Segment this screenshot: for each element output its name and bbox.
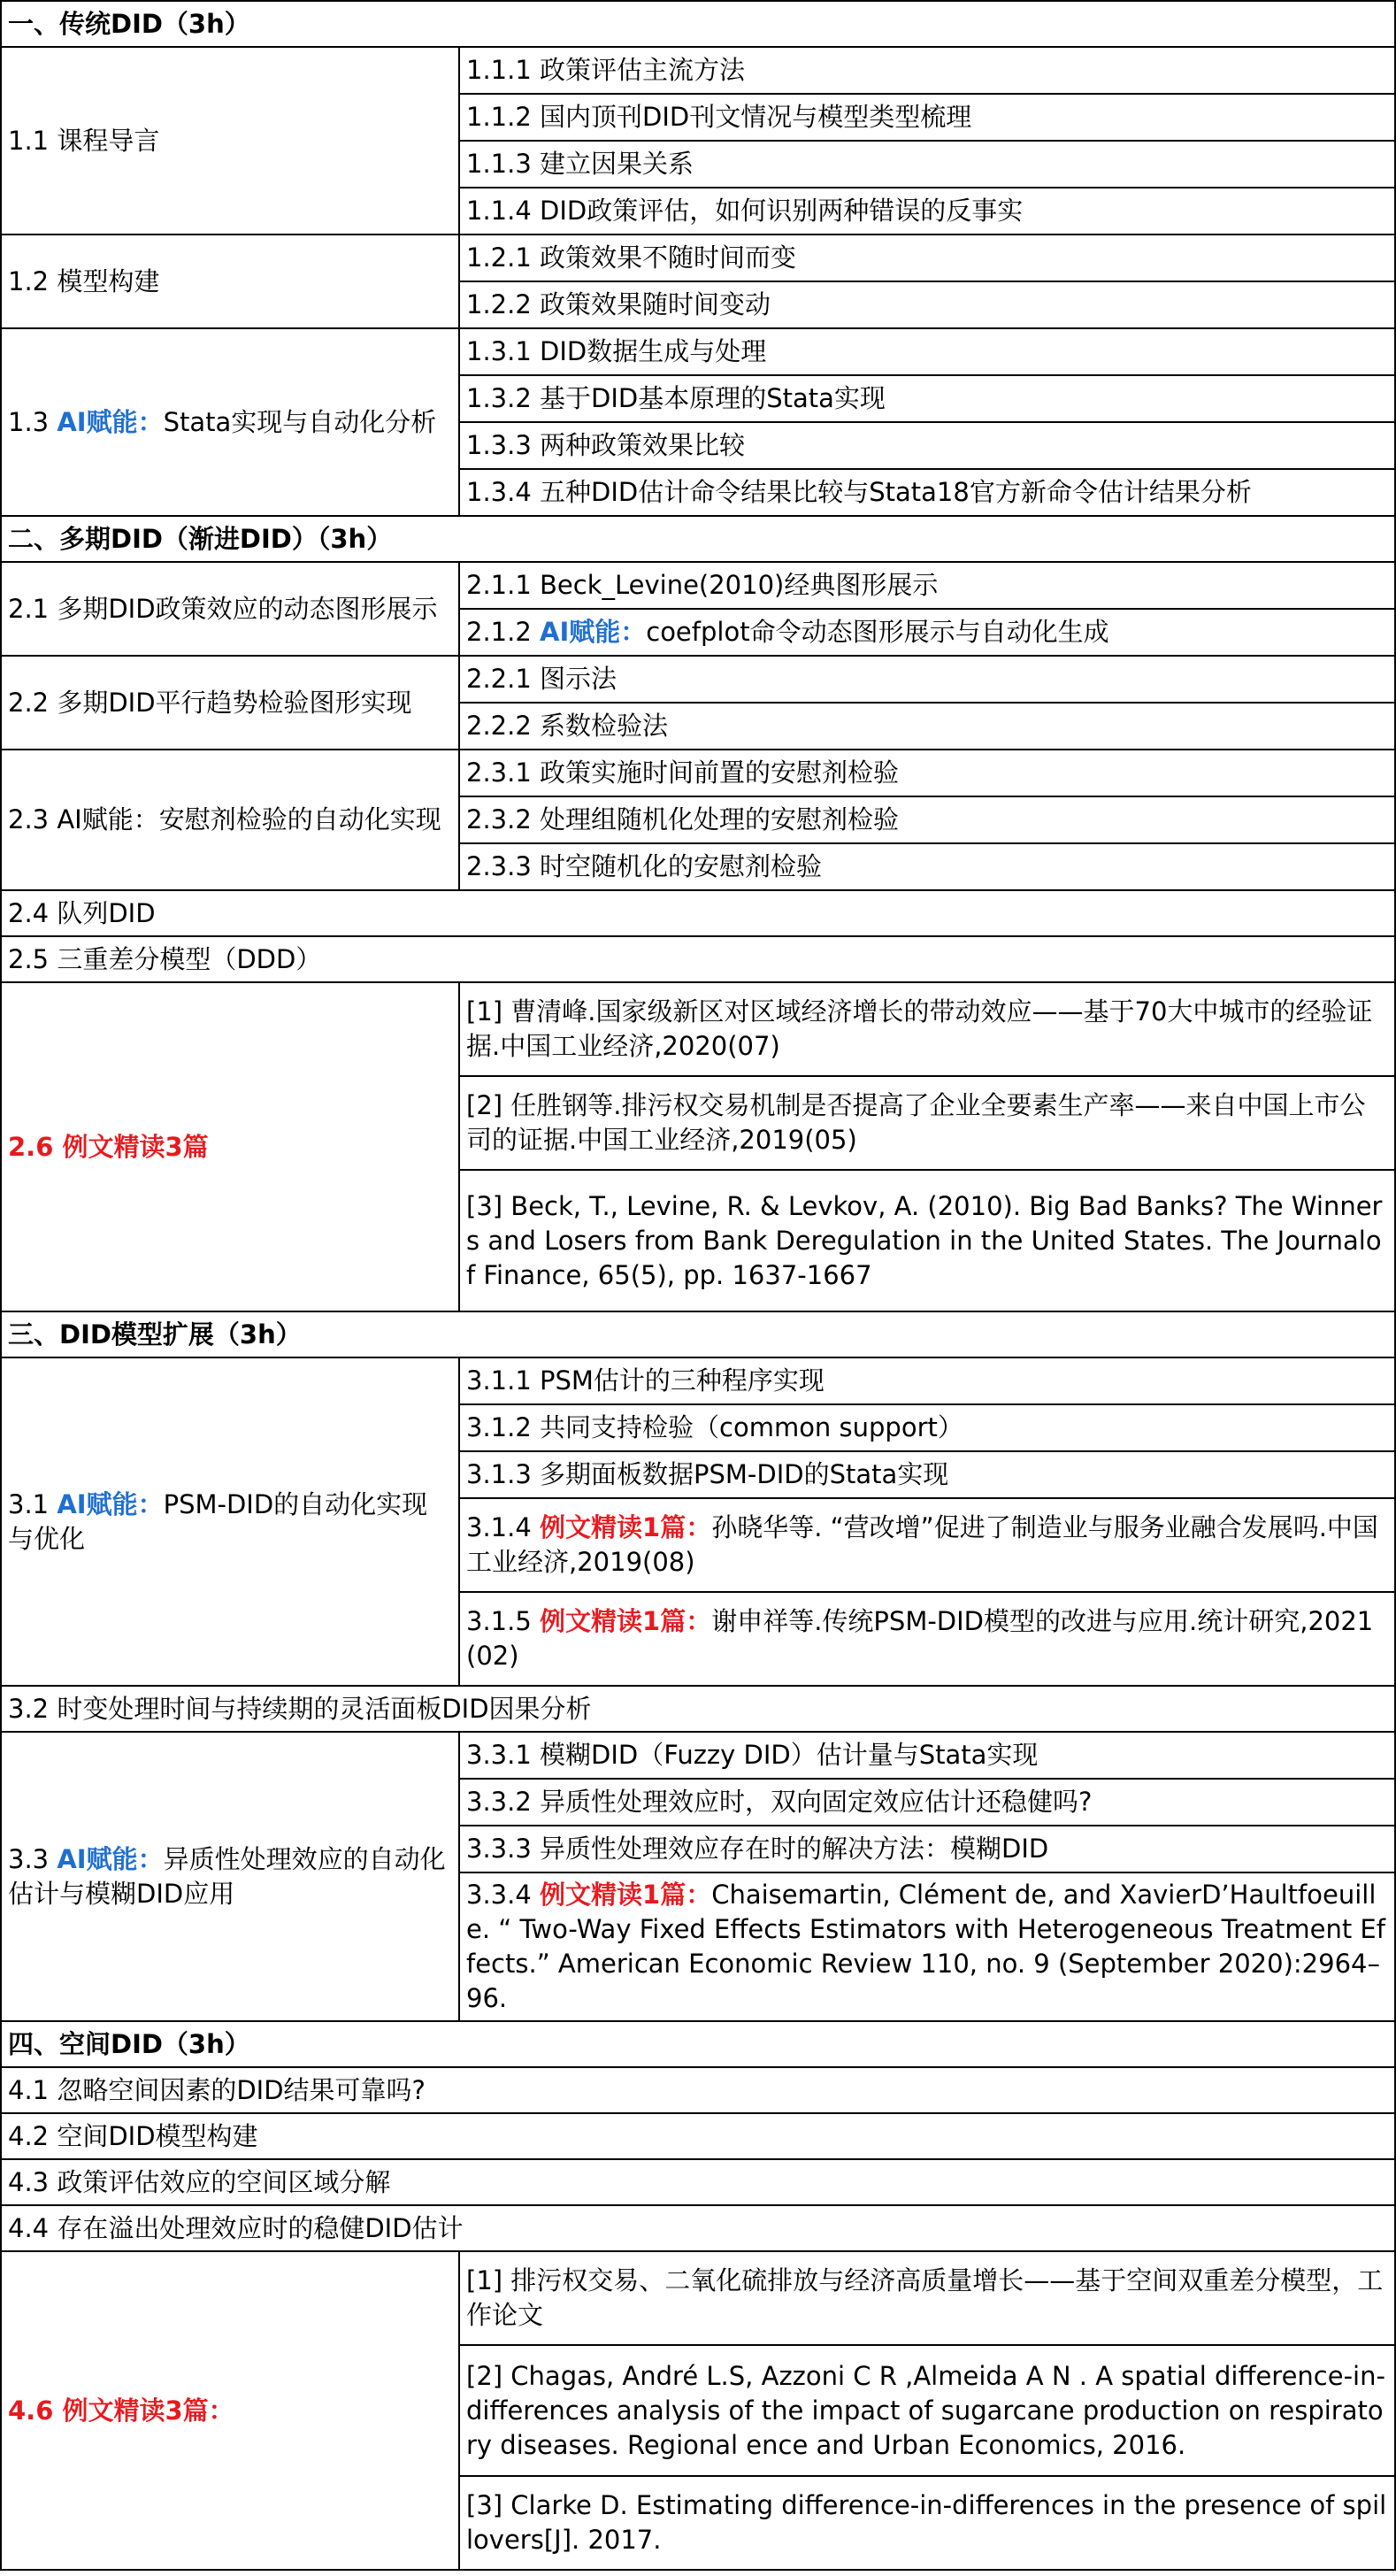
subtopic-text: Chaisemartin, Clément de, and XavierD’Haultfoeuille. “ Two-Way Fixed Effects Estimators with Heterogeneous Treatment Effects.” American Economic Review 110, no. 9 (September 2020):2964–96. (466, 1880, 1385, 2013)
subtopic: 2.3.3 时空随机化的安慰剂检验 (459, 843, 1395, 890)
ai-badge: AI赋能： (57, 1843, 164, 1874)
section-title: 三、DID模型扩展（3h） (1, 1311, 1395, 1357)
module-title: 2.4 队列DID (1, 890, 1395, 936)
subtopic-number: 3.1.4 (466, 1512, 541, 1542)
subtopic: 1.2.2 政策效果随时间变动 (459, 281, 1395, 328)
reading-label: 例文精读1篇： (540, 1880, 712, 1910)
subtopic-number: 3.3.4 (466, 1880, 541, 1910)
subtopic: 1.1.3 建立因果关系 (459, 141, 1395, 188)
module-title: 2.3 AI赋能：安慰剂检验的自动化实现 (1, 750, 459, 890)
reading-label: 2.6 例文精读3篇 (8, 1131, 209, 1162)
subtopic: 2.3.2 处理组随机化处理的安慰剂检验 (459, 796, 1395, 843)
module-title: 4.1 忽略空间因素的DID结果可靠吗? (1, 2067, 1395, 2113)
reading-label: 例文精读1篇： (540, 1512, 712, 1542)
outline-row (1, 1686, 1395, 1732)
subtopic: 1.1.1 政策评估主流方法 (459, 47, 1395, 94)
outline-row (1, 328, 1395, 375)
subtopic: 2.2.1 图示法 (459, 656, 1395, 703)
subtopic: [3] Clarke D. Estimating difference-in-differences in the presence of spillovers[J]. 2017. (459, 2476, 1395, 2570)
outline-row (1, 47, 1395, 94)
module-title (1, 1732, 459, 2021)
subtopic: 3.3.2 异质性处理效应时，双向固定效应估计还稳健吗? (459, 1779, 1395, 1826)
subtopic: 3.1.3 多期面板数据PSM-DID的Stata实现 (459, 1451, 1395, 1498)
subtopic: 1.3.3 两种政策效果比较 (459, 422, 1395, 469)
module-title: 4.4 存在溢出处理效应时的稳健DID估计 (1, 2205, 1395, 2251)
subtopic: 1.3.4 五种DID估计命令结果比较与Stata18官方新命令估计结果分析 (459, 469, 1395, 516)
outline-row (1, 750, 1395, 796)
ai-badge: AI赋能： (540, 617, 647, 647)
subtopic: [1] 曹清峰.国家级新区对区域经济增长的带动效应——基于70大中城市的经验证据.中国工业经济,2020(07) (459, 982, 1395, 1076)
module-number: 3.3 (8, 1843, 58, 1874)
subtopic: 3.1.1 PSM估计的三种程序实现 (459, 1357, 1395, 1404)
subtopic: 2.2.2 系数检验法 (459, 703, 1395, 750)
subtopic: 3.3.1 模糊DID（Fuzzy DID）估计量与Stata实现 (459, 1732, 1395, 1779)
subtopic-number: 3.1.5 (466, 1606, 541, 1636)
ai-badge: AI赋能： (57, 1488, 164, 1519)
module-title: 1.2 模型构建 (1, 235, 459, 328)
outline-row (1, 235, 1395, 281)
subtopic: [2] Chagas, André L.S, Azzoni C R ,Almeida A N . A spatial difference-in-differences analysis of the impact of sugarcane production on respiratory diseases. Regional ence and Urban Economics, 2016. (459, 2345, 1395, 2476)
module-title: 2.1 多期DID政策效应的动态图形展示 (1, 562, 459, 656)
section-row (1, 1, 1395, 47)
subtopic: 2.3.1 政策实施时间前置的安慰剂检验 (459, 750, 1395, 796)
outline-row (1, 936, 1395, 982)
module-title: 2.2 多期DID平行趋势检验图形实现 (1, 656, 459, 750)
outline-row (1, 2159, 1395, 2205)
subtopic (459, 1872, 1395, 2021)
module-title: 4.2 空间DID模型构建 (1, 2113, 1395, 2159)
outline-row (1, 2251, 1395, 2345)
subtopic: 1.2.1 政策效果不随时间而变 (459, 235, 1395, 281)
module-title: 1.1 课程导言 (1, 47, 459, 235)
subtopic: [2] 任胜钢等.排污权交易机制是否提高了企业全要素生产率——来自中国上市公司的证据.中国工业经济,2019(05) (459, 1076, 1395, 1170)
subtopic-number: 2.1.2 (466, 617, 541, 647)
subtopic: 1.1.2 国内顶刊DID刊文情况与模型类型梳理 (459, 94, 1395, 141)
subtopic: 1.3.1 DID数据生成与处理 (459, 328, 1395, 375)
module-title: 2.5 三重差分模型（DDD） (1, 936, 1395, 982)
reading-label: 例文精读1篇： (540, 1606, 712, 1636)
module-title (1, 328, 459, 516)
outline-row (1, 2113, 1395, 2159)
module-title (1, 1357, 459, 1686)
subtopic-text: 谢申祥等.传统PSM-DID模型的改进与应用.统计研究,2021 (02) (466, 1606, 1374, 1671)
section-title: 一、传统DID（3h） (1, 1, 1395, 47)
module-title: 4.3 政策评估效应的空间区域分解 (1, 2159, 1395, 2205)
module-title: 3.2 时变处理时间与持续期的灵活面板DID因果分析 (1, 1686, 1395, 1732)
outline-row (1, 2067, 1395, 2113)
subtopic: [1] 排污权交易、二氧化硫排放与经济高质量增长——基于空间双重差分模型，工作论文 (459, 2251, 1395, 2345)
subtopic: 2.1.1 Beck_Levine(2010)经典图形展示 (459, 562, 1395, 609)
module-number: 3.1 (8, 1488, 58, 1519)
module-name: 异质性处理效应的自动化估计与模糊DID应用 (8, 1843, 446, 1909)
subtopic: 3.1.2 共同支持检验（common support） (459, 1404, 1395, 1451)
outline-row (1, 1732, 1395, 1779)
module-name: PSM-DID的自动化实现与优化 (8, 1488, 428, 1554)
outline-row (1, 656, 1395, 703)
subtopic: [3] Beck, T., Levine, R. & Levkov, A. (2010). Big Bad Banks? The Winners and Losers from Bank Deregulation in the United States. The Journalof Finance, 65(5), pp. 1637-1667 (459, 1170, 1395, 1311)
module-name: Stata实现与自动化分析 (163, 406, 437, 437)
subtopic: 1.1.4 DID政策评估，如何识别两种错误的反事实 (459, 188, 1395, 235)
module-title (1, 982, 459, 1311)
section-row (1, 2021, 1395, 2067)
subtopic-text: coefplot命令动态图形展示与自动化生成 (646, 617, 1109, 647)
ai-badge: AI赋能： (57, 406, 164, 437)
outline-row (1, 562, 1395, 609)
section-title: 二、多期DID（渐进DID）（3h） (1, 516, 1395, 562)
outline-row (1, 890, 1395, 936)
subtopic: 3.3.3 异质性处理效应存在时的解决方法：模糊DID (459, 1826, 1395, 1872)
subtopic (459, 609, 1395, 656)
outline-row (1, 982, 1395, 1076)
outline-row (1, 1357, 1395, 1404)
section-title: 四、空间DID（3h） (1, 2021, 1395, 2067)
outline-row (1, 2205, 1395, 2251)
subtopic-text: 孙晓华等. “营改增”促进了制造业与服务业融合发展吗.中国工业经济,2019(08) (466, 1512, 1378, 1577)
section-row (1, 516, 1395, 562)
subtopic (459, 1592, 1395, 1686)
subtopic: 1.3.2 基于DID基本原理的Stata实现 (459, 375, 1395, 422)
subtopic (459, 1498, 1395, 1592)
reading-label: 4.6 例文精读3篇： (8, 2395, 234, 2426)
module-number: 1.3 (8, 406, 58, 437)
section-row (1, 1311, 1395, 1357)
module-title (1, 2251, 459, 2570)
